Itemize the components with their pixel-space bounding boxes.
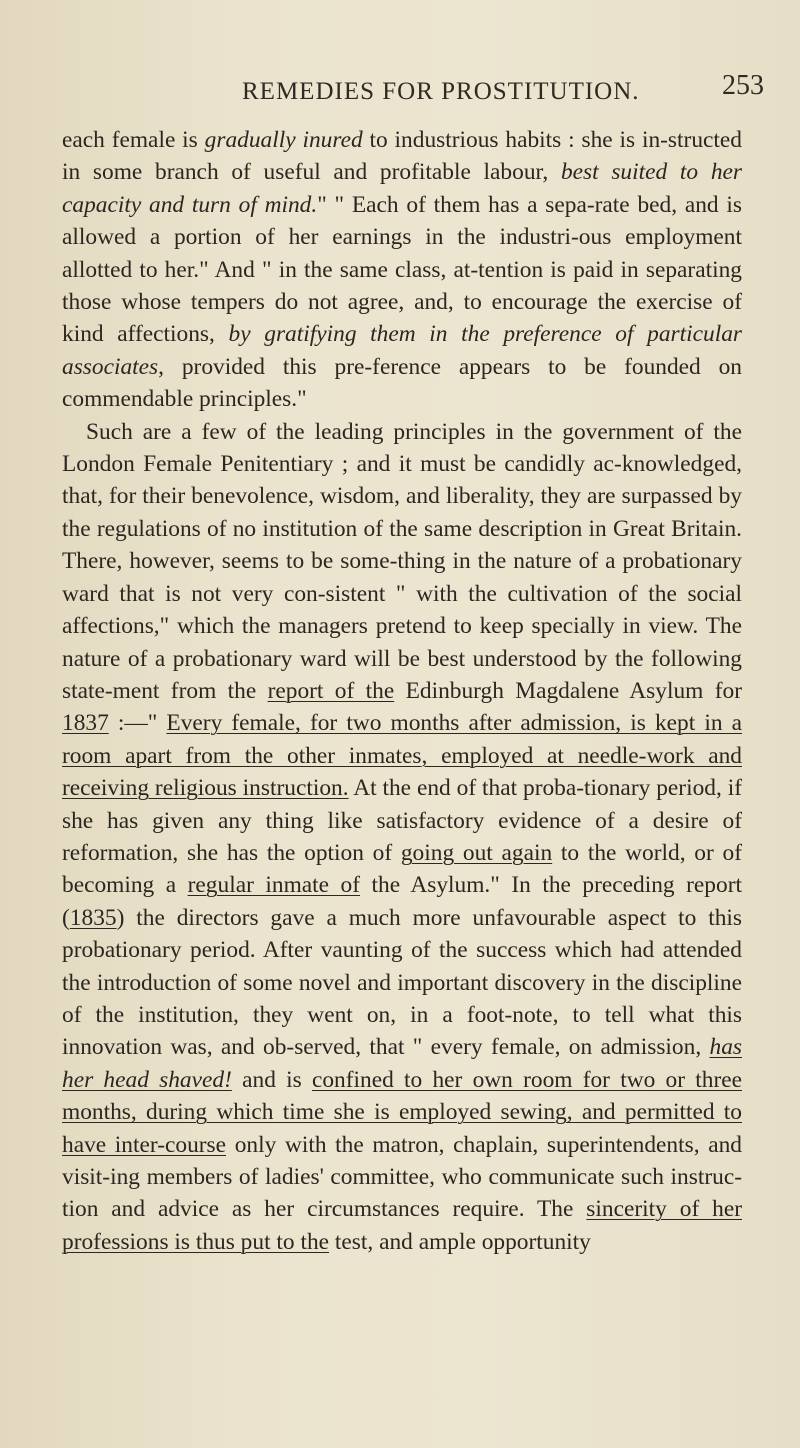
text-segment: to the world, or of becoming a	[62, 839, 742, 899]
text-segment: regular inmate of	[187, 872, 361, 899]
text-segment: test, and ample opportunity	[329, 1228, 591, 1255]
text-segment: report of the	[267, 677, 395, 704]
text-segment: confined to her own room for two or three months, during which time she is employed sewing, and permitted to have inter-course	[62, 1066, 742, 1158]
running-head-title: REMEDIES FOR PROSTITUTION.	[242, 78, 640, 105]
paragraph-2	[62, 416, 742, 1259]
text-segment: the Asylum." In the preceding report (	[62, 872, 742, 931]
text-segment: Such are a few of the leading principles in the government of the London Female Penitentiary ; and it must be candidly ac-knowledged, that, for their benevolence, wisdom, and liberality, they are surpassed by the regulations of no institution of the same description in Great Britain. There, however, seems to be some-thing in the nature of a probationary ward that is not very con-sistent " with the cultivation of the social affections," which the managers pretend to keep specially in view. The nature of a probationary ward will be best understood by the following state-ment from the	[62, 418, 742, 704]
text-segment: going out again	[400, 839, 553, 866]
text-segment: to industrious habits : she is in-structed in some branch of useful and profitable labour,	[62, 127, 742, 186]
text-segment: only with the matron, chaplain, superintendents, and visit-ing members of ladies' committee, who communicate such instruc-tion and advice as her circumstances require. The	[62, 1131, 742, 1223]
text-segment: :—"	[108, 710, 167, 737]
text-segment: Every female, for two months after admission, is kept in a room apart from the other inmates, employed at needle-work and receiving religious instruction.	[62, 710, 742, 802]
text-segment: each female is	[62, 127, 205, 153]
text-segment: has her head shaved!	[62, 1034, 742, 1093]
text-segment: best suited to her capacity and turn of mind.	[62, 159, 743, 218]
running-head	[62, 70, 764, 110]
text-segment: Edinburgh Magdalene Asylum for	[394, 677, 743, 704]
text-segment: ) the directors gave a much more unfavourable aspect to this probationary period. After vaunting of the success which had attended the introduction of some novel and important discovery in the discipline of the institution, they went on, in a foot-note, to tell what this innovation was, and ob-served, that " every female, on admission,	[62, 904, 742, 1061]
paragraph-1	[62, 124, 742, 416]
text-segment: and is	[231, 1066, 312, 1093]
text-segment: 1837	[62, 710, 109, 737]
text-segment: , provided this pre-ference appears to be founded on commendable principles."	[62, 353, 742, 413]
page-number: 253	[722, 70, 764, 101]
text-segment: At the end of that proba-tionary period, if she has given any thing like satisfactory evidence of a desire of reformation, she has the option of	[62, 775, 742, 866]
text-segment: 1835	[69, 904, 117, 931]
text-segment: " " Each of them has a sepa-rate bed, and is allowed a portion of her earnings in the industri-ous employment allotted to her." And " in the same class, at-tention is paid in separating those whose tempers do not agree, and, to encourage the exercise of kind affections,	[62, 191, 742, 348]
body-text	[62, 124, 742, 1258]
text-segment: sincerity of her professions is thus put to the	[62, 1196, 742, 1255]
text-segment: by gratifying them in the preference of particular associates	[62, 321, 742, 380]
text-segment: gradually inured	[204, 127, 363, 153]
